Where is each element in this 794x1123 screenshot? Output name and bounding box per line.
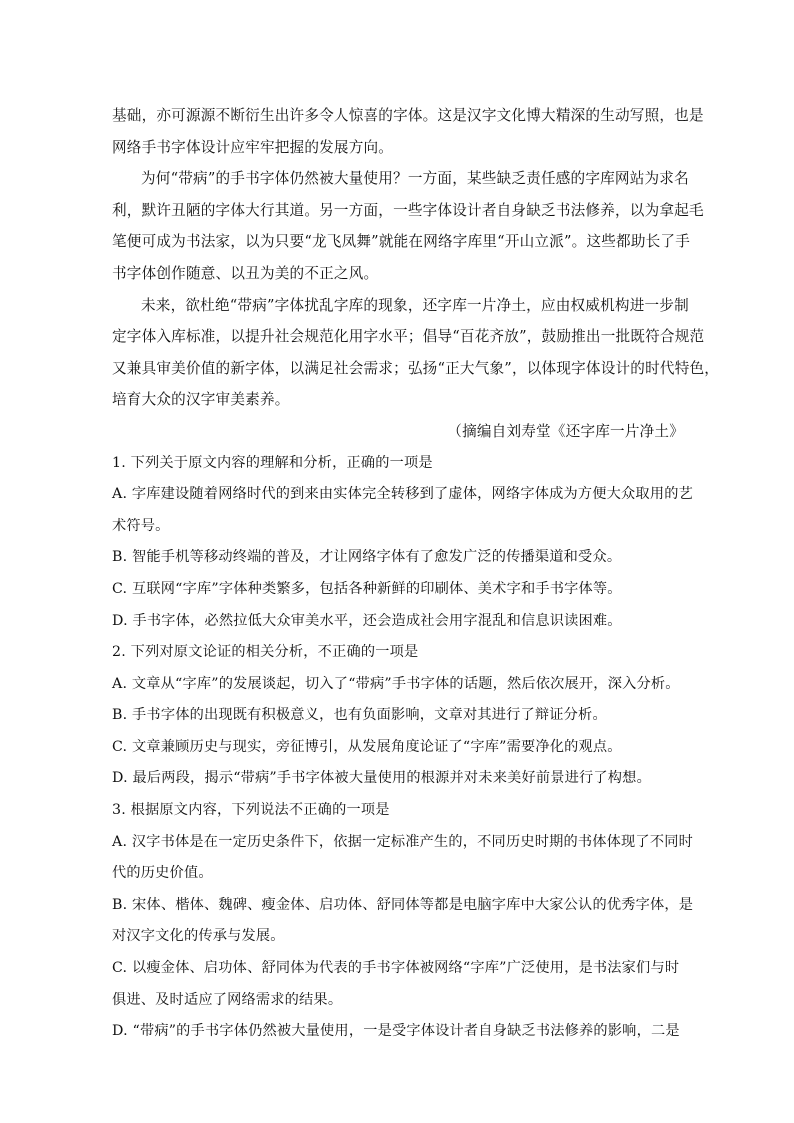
question-stem: 2. 下列对原文论证的相关分析，不正确的一项是: [112, 644, 419, 661]
question-option: B. 智能手机等移动终端的普及，才让网络字体有了愈发广泛的传播渠道和受众。: [112, 549, 622, 566]
question-option-continued: 术符号。: [112, 517, 170, 534]
question-option: D. 手书字体，必然拉低大众审美水平，还会造成社会用字混乱和信息识读困难。: [112, 612, 622, 629]
passage-line: 书字体创作随意、以丑为美的不正之风。: [112, 264, 379, 282]
passage-line: 利，默许丑陋的字体大行其道。另一方面，一些字体设计者自身缺乏书法修养，以为拿起毛: [112, 201, 704, 219]
question-option: A. 文章从“字库”的发展谈起，切入了“带病”手书字体的话题，然后依次展开，深入分析。: [112, 675, 680, 692]
passage-line: 网络手书字体设计应牢牢把握的发展方向。: [112, 138, 394, 156]
passage-line: 未来，欲杜绝“带病”字体扰乱字库的现象，还字库一片净土，应由权威机构进一步制: [141, 296, 689, 314]
passage-line: 定字体入库标准，以提升社会规范化用字水平；倡导“百花齐放”，鼓励推出一批既符合规范: [112, 328, 705, 346]
document-page: [112, 100, 720, 1048]
question-option-continued: 对汉字文化的传承与发展。: [112, 928, 285, 945]
question-option: B. 手书字体的出现既有积极意义，也有负面影响，文章对其进行了辩证分析。: [112, 707, 607, 724]
question-option: C. 以瘦金体、启功体、舒同体为代表的手书字体被网络“字库”广泛使用，是书法家们与时: [112, 960, 680, 977]
question-option: B. 宋体、楷体、魏碑、瘦金体、启功体、舒同体等都是电脑字库中大家公认的优秀字体，是: [112, 896, 694, 913]
question-option: A. 字库建设随着网络时代的到来由实体完全转移到了虚体，网络字体成为方便大众取用的艺: [112, 486, 693, 503]
question-option: C. 互联网“字库”字体种类繁多，包括各种新鲜的印刷体、美术字和手书字体等。: [112, 580, 622, 597]
question-option-continued: 代的历史价值。: [112, 865, 213, 882]
source-citation: （摘编自刘寿堂《还字库一片净土》: [447, 422, 684, 440]
question-stem: 1. 下列关于原文内容的理解和分析，正确的一项是: [112, 454, 433, 471]
question-stem: 3. 根据原文内容，下列说法不正确的一项是: [112, 802, 390, 819]
passage-line: 培育大众的汉字审美素养。: [112, 391, 290, 409]
question-option: D. “带病”的手书字体仍然被大量使用，一是受字体设计者自身缺乏书法修养的影响，二是: [112, 1023, 680, 1040]
passage-line: 为何“带病”的手书字体仍然被大量使用？一方面，某些缺乏责任感的字库网站为求名: [141, 170, 689, 188]
question-option-continued: 俱进、及时适应了网络需求的结果。: [112, 991, 343, 1008]
question-option: C. 文章兼顾历史与现实，旁征博引，从发展角度论证了“字库”需要净化的观点。: [112, 738, 622, 755]
passage-line: 笔便可成为书法家，以为只要“龙飞凤舞”就能在网络字库里“开山立派”。这些都助长了手: [112, 233, 691, 251]
passage-line: 基础，亦可源源不断衍生出许多令人惊喜的字体。这是汉字文化博大精深的生动写照，也是: [112, 107, 704, 124]
question-option: D. 最后两段，揭示“带病”手书字体被大量使用的根源并对未来美好前景进行了构想。: [112, 770, 651, 787]
passage-line: 又兼具审美价值的新字体，以满足社会需求；弘扬“正大气象”，以体现字体设计的时代特色，: [112, 359, 720, 377]
question-option: A. 汉字书体是在一定历史条件下，依据一定标准产生的，不同历史时期的书体体现了不同时: [112, 833, 693, 850]
